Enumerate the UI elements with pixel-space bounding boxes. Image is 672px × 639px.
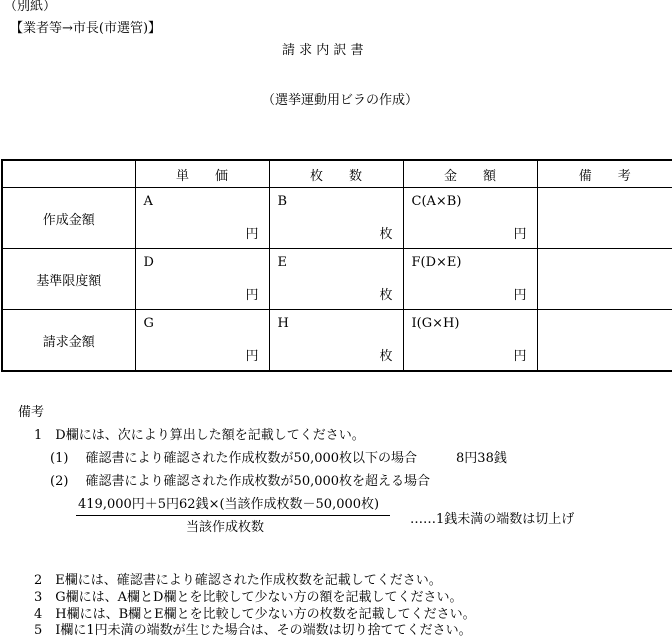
formula-numerator: 419,000円＋5円62銭×(当該作成枚数－50,000枚): [78, 497, 380, 512]
note-item: 5 I欄に1円未満の端数が生じた場合は、その端数は切り捨ててください。: [34, 623, 472, 638]
table-cell: [403, 188, 537, 249]
cell-unit: 枚: [379, 288, 393, 303]
table-cell: [269, 188, 403, 249]
note-item: 3 G欄には、A欄とD欄とを比較して少ない方の額を記載してください。: [34, 590, 463, 605]
table-cell: [269, 249, 403, 310]
cell-unit: 円: [513, 349, 527, 364]
table-cell: [403, 310, 537, 372]
header-cell-amount: 金 額: [403, 160, 537, 188]
formula-note: ……1銭未満の端数は切上げ: [410, 512, 575, 527]
remarks-cell: [537, 249, 672, 310]
header-cell-empty: [2, 160, 135, 188]
note-subitem: (2) 確認書により確認された作成枚数が50,000枚を超える場合: [50, 474, 431, 489]
table-row: [2, 310, 672, 372]
row-label: 作成金額: [2, 188, 135, 249]
document-title: 請 求 内 訳 書: [282, 43, 364, 58]
header-cell-unit-price: 単 価: [135, 160, 269, 188]
route-label: 【業者等→市長(市選管)】: [10, 21, 162, 36]
document-subtitle: （選挙運動用ビラの作成）: [262, 93, 419, 108]
cell-unit: 円: [245, 227, 259, 242]
row-label: 請求金額: [2, 310, 135, 372]
cell-code: E: [277, 255, 287, 270]
header-cell-remarks: 備 考: [537, 160, 672, 188]
cell-unit: 枚: [379, 227, 393, 242]
note-subitem: (1) 確認書により確認された作成枚数が50,000枚以下の場合 8円38銭: [50, 451, 507, 466]
note-item: 1 D欄には、次により算出した額を記載してください。: [34, 428, 365, 443]
cell-code: A: [143, 194, 153, 209]
remarks-cell: [537, 188, 672, 249]
table-cell: [135, 310, 269, 372]
cell-code: I(G×H): [411, 316, 460, 331]
note-item: 2 E欄には、確認書により確認された作成枚数を記載してください。: [34, 573, 442, 588]
cell-code: D: [143, 255, 154, 270]
note-item: 4 H欄には、B欄とE欄とを比較して少ない方の枚数を記載してください。: [34, 607, 476, 622]
cell-code: C(A×B): [411, 194, 462, 209]
table-row: [2, 249, 672, 310]
cell-code: G: [143, 316, 154, 331]
table-header-row: [2, 160, 672, 188]
header-cell-quantity: 枚 数: [269, 160, 403, 188]
cell-code: H: [277, 316, 289, 331]
cell-unit: 円: [513, 227, 527, 242]
table-cell: [403, 249, 537, 310]
remarks-cell: [537, 310, 672, 372]
formula-denominator: 当該作成枚数: [186, 520, 265, 535]
cell-unit: 円: [245, 349, 259, 364]
table-row: [2, 188, 672, 249]
fraction-line: [76, 515, 390, 516]
cell-unit: 枚: [379, 349, 393, 364]
cell-unit: 円: [245, 288, 259, 303]
table-cell: [135, 249, 269, 310]
table-cell: [269, 310, 403, 372]
invoice-breakdown-table: [1, 159, 672, 372]
table-cell: [135, 188, 269, 249]
row-label: 基準限度額: [2, 249, 135, 310]
cell-code: F(D×E): [411, 255, 462, 270]
cell-code: B: [277, 194, 288, 209]
notes-heading: 備考: [18, 405, 45, 420]
attachment-label: （別紙）: [4, 0, 57, 14]
cell-unit: 円: [513, 288, 527, 303]
